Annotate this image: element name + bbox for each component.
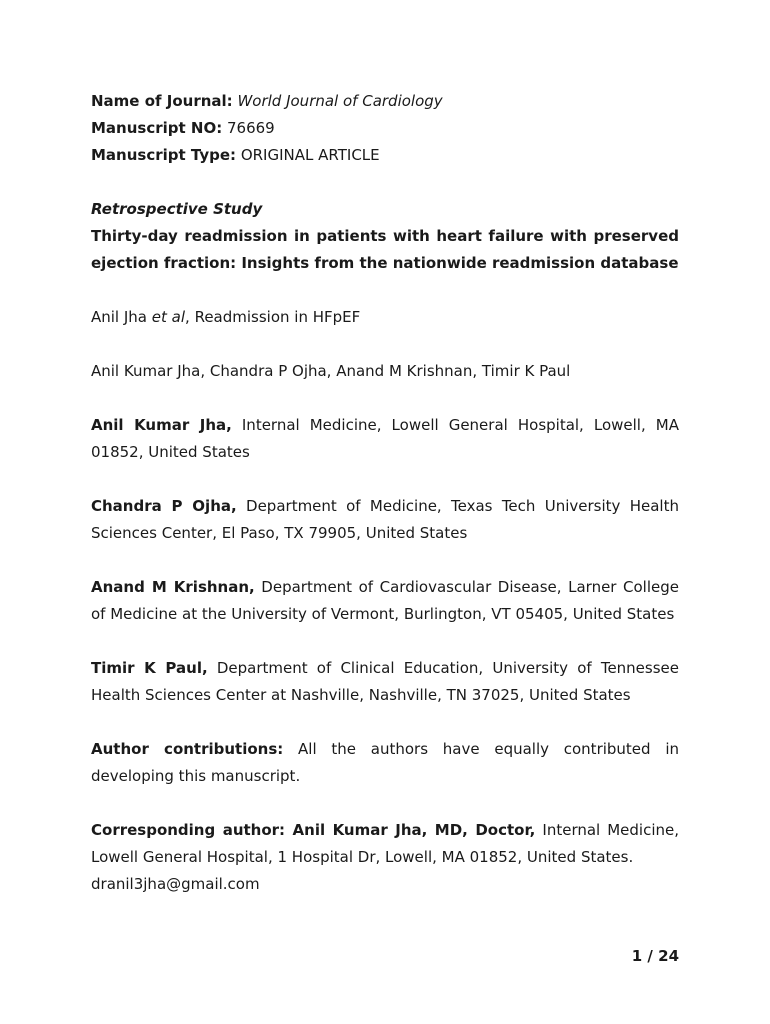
manuscript-no-value: 76669	[226, 119, 275, 137]
affiliation-name: Timir K Paul,	[91, 659, 208, 677]
affiliation-3	[91, 574, 679, 628]
corresponding-author-text: Internal Medicine, Lowell General Hospital, 1 Hospital Dr, Lowell, MA 01852, United States.	[91, 821, 680, 866]
corresponding-author-label: Corresponding author: Anil Kumar Jha, MD, Doctor,	[91, 821, 536, 839]
corresponding-email[interactable]: dranil3jha@gmail.com	[91, 875, 260, 893]
affiliation-1	[91, 412, 679, 466]
manuscript-type-value: ORIGINAL ARTICLE	[240, 146, 380, 164]
manuscript-no-line	[91, 115, 679, 142]
manuscript-type-label: Manuscript Type:	[91, 146, 237, 164]
running-title-etal: et al	[151, 308, 186, 326]
article-title	[91, 223, 679, 277]
corresponding-email-line	[91, 871, 679, 898]
running-title-rest: , Readmission in HFpEF	[185, 308, 361, 326]
running-title-author: Anil Jha	[91, 308, 147, 326]
affiliation-text: Department of Cardiovascular Disease, Larner College of Medicine at the University of Vermont, Burlington, VT 05405, United States	[91, 578, 679, 623]
article-title-text: Thirty-day readmission in patients with heart failure with preserved ejection fraction: Insights from the nationwide readmission database	[91, 227, 679, 272]
journal-name-value: World Journal of Cardiology	[237, 92, 443, 110]
author-contributions	[91, 736, 679, 790]
manuscript-page	[91, 88, 679, 898]
affiliation-2	[91, 493, 679, 547]
journal-name-label: Name of Journal:	[91, 92, 233, 110]
study-type-text: Retrospective Study	[91, 200, 263, 218]
affiliation-name: Chandra P Ojha,	[91, 497, 237, 515]
journal-name-line	[91, 88, 679, 115]
affiliation-text: Internal Medicine, Lowell General Hospital, Lowell, MA 01852, United States	[91, 416, 679, 461]
author-contributions-label: Author contributions:	[91, 740, 284, 758]
affiliation-name: Anand M Krishnan,	[91, 578, 255, 596]
affiliation-name: Anil Kumar Jha,	[91, 416, 232, 434]
affiliation-text: Department of Medicine, Texas Tech University Health Sciences Center, El Paso, TX 79905, United States	[91, 497, 679, 542]
manuscript-type-line	[91, 142, 679, 169]
manuscript-no-label: Manuscript NO:	[91, 119, 223, 137]
study-type	[91, 196, 679, 223]
page-number: 1 / 24	[631, 947, 679, 965]
affiliation-4	[91, 655, 679, 709]
running-title	[91, 304, 679, 331]
corresponding-author	[91, 817, 679, 871]
affiliation-text: Department of Clinical Education, University of Tennessee Health Sciences Center at Nashville, Nashville, TN 37025, United States	[91, 659, 679, 704]
author-contributions-text: All the authors have equally contributed in developing this manuscript.	[91, 740, 679, 785]
authors-line: Anil Kumar Jha, Chandra P Ojha, Anand M Krishnan, Timir K Paul	[91, 362, 571, 380]
